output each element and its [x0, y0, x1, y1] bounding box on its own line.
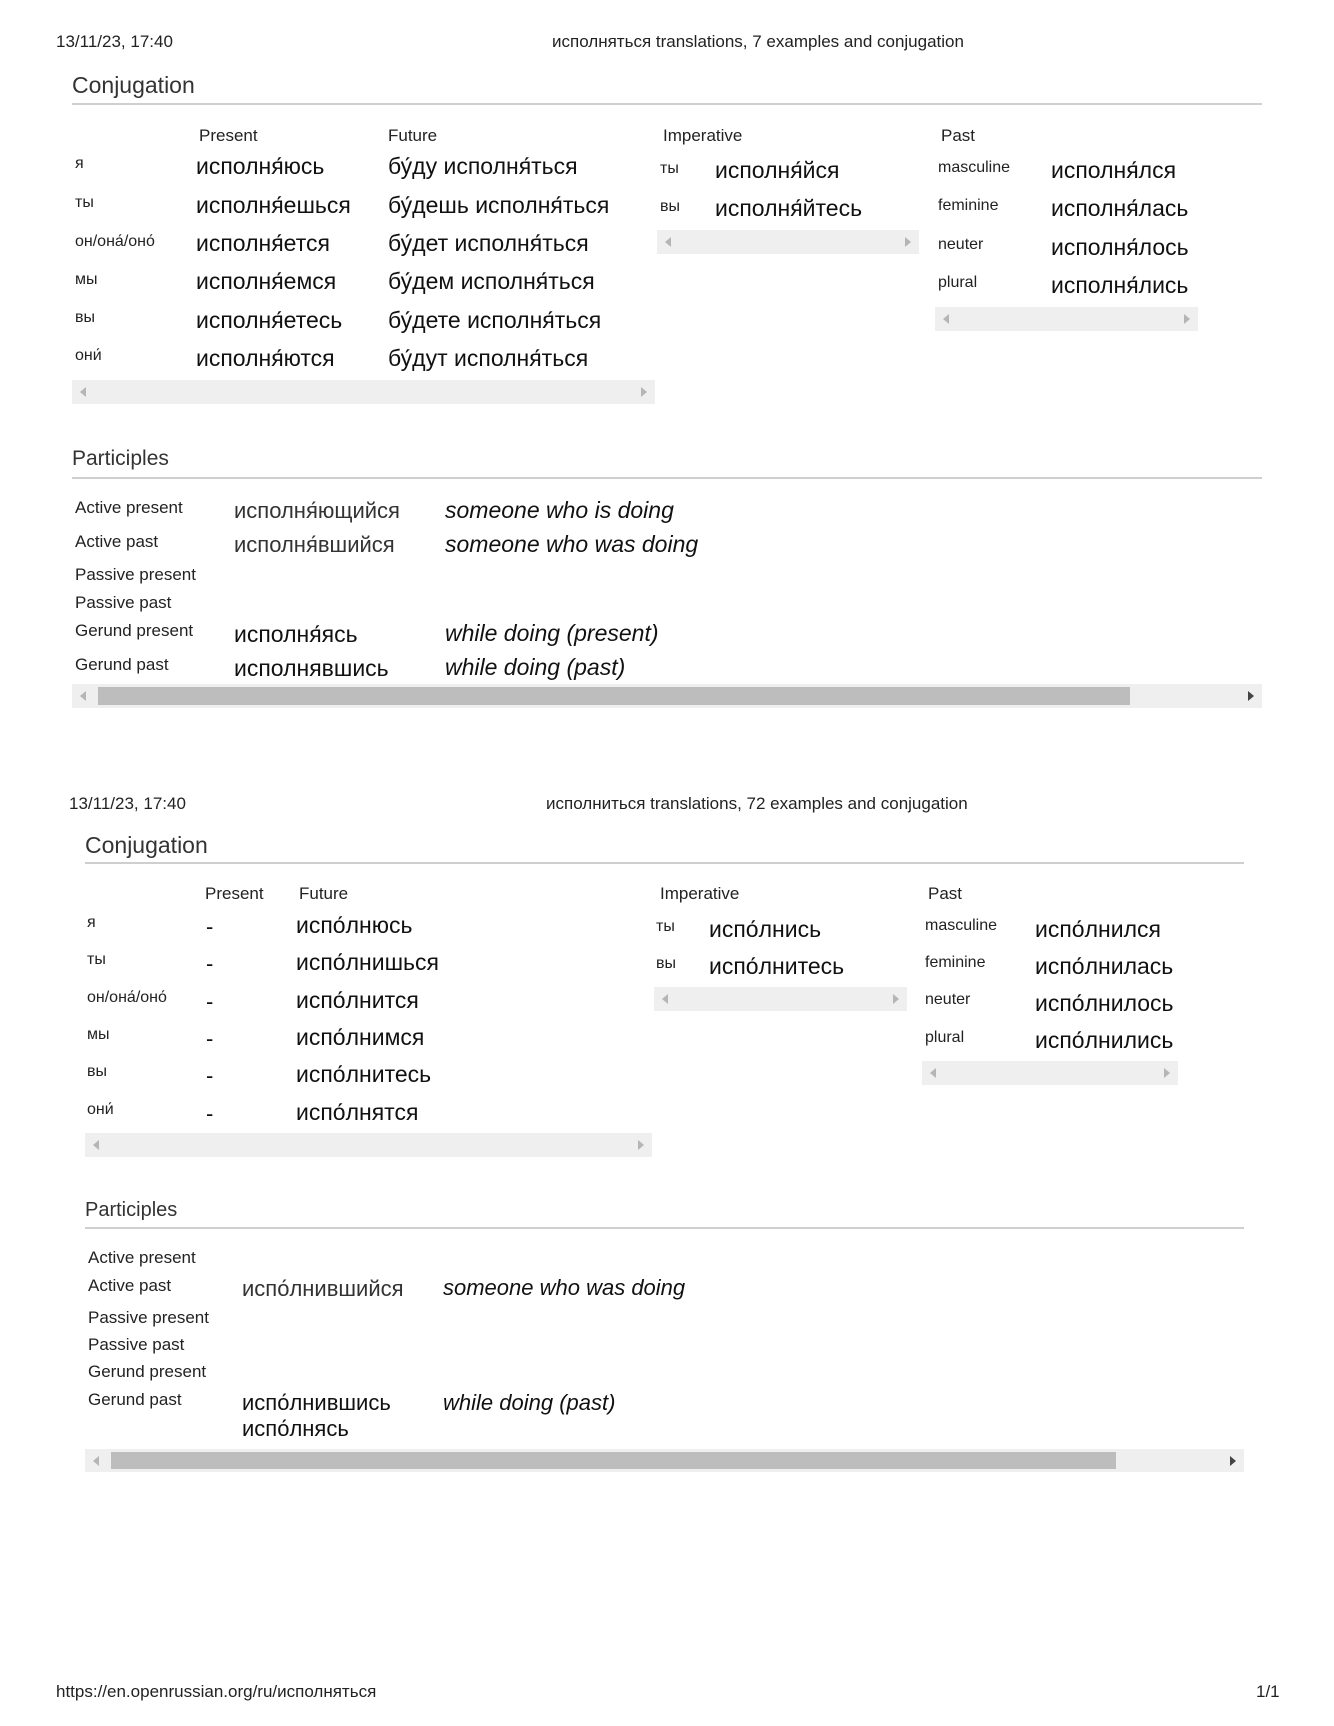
past-form: испо́лнилась	[1035, 953, 1174, 979]
scroll-left-icon[interactable]	[665, 237, 671, 247]
participle-meaning: someone who was doing	[443, 1275, 686, 1300]
present-form: -	[206, 989, 214, 1014]
past-form: испо́лнилось	[1035, 990, 1174, 1016]
past-header: Past	[928, 884, 963, 903]
future-form: испо́лнимся	[296, 1024, 425, 1050]
pronoun: мы	[75, 271, 98, 288]
present-form: исполня́ется	[196, 230, 330, 256]
future-form: бу́дет исполня́ться	[388, 230, 589, 256]
pronoun: я	[75, 155, 84, 172]
conjugation-divider	[72, 103, 1262, 105]
scroll-left-icon[interactable]	[93, 1140, 99, 1150]
scroll-right-icon[interactable]	[1164, 1068, 1170, 1078]
past-gender-label: neuter	[925, 991, 971, 1008]
present-form: -	[206, 1026, 214, 1051]
present-header: Present	[205, 884, 264, 903]
present-form: исполня́юсь	[196, 153, 325, 179]
present-future-scrollbar[interactable]	[72, 380, 655, 404]
scrollbar-thumb[interactable]	[98, 687, 1130, 705]
participle-label: Passive past	[88, 1335, 185, 1354]
pronoun: он/она́/оно́	[87, 989, 167, 1006]
present-form: -	[206, 1063, 214, 1088]
participle-label: Active past	[88, 1276, 172, 1295]
present-header: Present	[199, 126, 258, 145]
participles-heading: Participles	[85, 1199, 178, 1221]
past-gender-label: masculine	[925, 917, 998, 934]
present-form: -	[206, 951, 214, 976]
present-form: исполня́етесь	[196, 307, 343, 333]
future-form: испо́лнишься	[296, 949, 439, 975]
participles-scrollbar[interactable]	[85, 1449, 1244, 1472]
past-form: исполня́лась	[1051, 195, 1189, 221]
imperative-form: испо́лнись	[709, 916, 822, 942]
scroll-right-icon[interactable]	[905, 237, 911, 247]
pronoun: ты	[75, 194, 94, 211]
print-page-title: исполняться translations, 7 examples and conjugation	[552, 32, 964, 51]
present-form: исполня́емся	[196, 268, 337, 294]
participle-label: Gerund present	[88, 1362, 207, 1381]
participles-divider	[72, 477, 1262, 479]
participle-meaning: while doing (present)	[445, 620, 659, 646]
pronoun: они́	[87, 1101, 114, 1118]
scrollbar-thumb[interactable]	[111, 1452, 1116, 1469]
past-gender-label: feminine	[938, 197, 999, 214]
past-form: исполня́лись	[1051, 272, 1189, 298]
imperative-scrollbar[interactable]	[657, 230, 919, 254]
pronoun: ты	[660, 160, 679, 177]
past-gender-label: plural	[938, 274, 978, 291]
scroll-left-icon[interactable]	[80, 387, 86, 397]
print-datetime: 13/11/23, 17:40	[69, 794, 186, 813]
scroll-left-icon[interactable]	[930, 1068, 936, 1078]
participle-label: Active past	[75, 532, 159, 551]
scroll-right-icon[interactable]	[641, 387, 647, 397]
scroll-right-icon[interactable]	[638, 1140, 644, 1150]
pronoun: ты	[87, 951, 106, 968]
participle-label: Passive present	[75, 565, 196, 584]
future-form: испо́лнюсь	[296, 912, 413, 938]
pronoun: я	[87, 914, 96, 931]
print-page-title: исполниться translations, 72 examples and conjugation	[546, 794, 968, 813]
participle-form: исполня́ясь	[234, 621, 358, 647]
present-form: -	[206, 1101, 214, 1126]
participle-form: исполнявшись	[234, 655, 389, 681]
footer-url[interactable]: https://en.openrussian.org/ru/исполняться	[56, 1682, 377, 1701]
participles-scrollbar[interactable]	[72, 684, 1262, 708]
future-form: бу́дем исполня́ться	[388, 268, 595, 294]
future-form: бу́дешь исполня́ться	[388, 192, 610, 218]
scroll-right-icon[interactable]	[1230, 1456, 1236, 1466]
participle-label: Passive past	[75, 593, 172, 612]
future-form: бу́дете исполня́ться	[388, 307, 602, 333]
present-form: -	[206, 914, 214, 939]
scroll-left-icon[interactable]	[943, 314, 949, 324]
past-scrollbar[interactable]	[922, 1061, 1178, 1085]
participle-form: исполня́вшийся	[234, 532, 395, 557]
past-header: Past	[941, 126, 976, 145]
pronoun: ты	[656, 918, 675, 935]
imperative-form: испо́лнитесь	[709, 953, 845, 979]
future-form: бу́дут исполня́ться	[388, 345, 589, 371]
scroll-left-icon[interactable]	[662, 994, 668, 1004]
present-form: исполня́ются	[196, 345, 335, 371]
past-form: исполня́лось	[1051, 234, 1189, 260]
past-gender-label: feminine	[925, 954, 986, 971]
scroll-left-icon[interactable]	[80, 691, 86, 701]
pronoun: мы	[87, 1026, 110, 1043]
past-scrollbar[interactable]	[935, 307, 1198, 331]
imperative-form: исполня́йтесь	[715, 195, 863, 221]
future-form: испо́лнитесь	[296, 1061, 432, 1087]
imperative-header: Imperative	[663, 126, 743, 145]
future-form: испо́лнится	[296, 987, 419, 1013]
imperative-form: исполня́йся	[715, 157, 840, 183]
participles-heading: Participles	[72, 447, 169, 470]
participle-form: испо́лнившись	[242, 1390, 391, 1415]
participles-divider	[85, 1227, 1244, 1229]
future-header: Future	[388, 126, 438, 145]
participle-label: Active present	[88, 1248, 196, 1267]
participle-meaning: while doing (past)	[445, 654, 626, 680]
participle-label: Gerund present	[75, 621, 194, 640]
participle-meaning: someone who is doing	[445, 497, 674, 523]
imperative-scrollbar[interactable]	[654, 987, 907, 1011]
participle-label: Gerund past	[88, 1390, 182, 1409]
participle-label: Passive present	[88, 1308, 209, 1327]
past-form: испо́лнились	[1035, 1027, 1174, 1053]
future-form: бу́ду исполня́ться	[388, 153, 578, 179]
print-datetime: 13/11/23, 17:40	[56, 32, 173, 51]
pronoun: вы	[87, 1063, 107, 1080]
participle-form-alt: испо́лнясь	[242, 1416, 349, 1441]
scroll-right-icon[interactable]	[1184, 314, 1190, 324]
scroll-right-icon[interactable]	[1248, 691, 1254, 701]
past-form: исполня́лся	[1051, 157, 1177, 183]
conjugation-heading: Conjugation	[85, 832, 208, 858]
pronoun: он/она́/оно́	[75, 233, 155, 250]
future-header: Future	[299, 884, 349, 903]
present-form: исполня́ешься	[196, 192, 351, 218]
future-form: испо́лнятся	[296, 1099, 419, 1125]
conjugation-divider	[85, 862, 1244, 864]
present-future-scrollbar[interactable]	[85, 1133, 652, 1157]
participle-meaning: while doing (past)	[443, 1390, 616, 1415]
past-gender-label: neuter	[938, 236, 984, 253]
conjugation-heading: Conjugation	[72, 72, 195, 98]
participle-form: исполня́ющийся	[234, 498, 400, 523]
pronoun: вы	[660, 198, 680, 215]
past-gender-label: plural	[925, 1029, 965, 1046]
scroll-left-icon[interactable]	[93, 1456, 99, 1466]
pronoun: они́	[75, 347, 102, 364]
pronoun: вы	[656, 955, 676, 972]
imperative-header: Imperative	[660, 884, 740, 903]
footer-page-number: 1/1	[1256, 1682, 1280, 1701]
participle-label: Gerund past	[75, 655, 169, 674]
past-gender-label: masculine	[938, 159, 1011, 176]
participle-label: Active present	[75, 498, 183, 517]
past-form: испо́лнился	[1035, 916, 1161, 942]
pronoun: вы	[75, 309, 95, 326]
participle-form: испо́лнившийся	[242, 1276, 404, 1301]
participle-meaning: someone who was doing	[445, 531, 699, 557]
scroll-right-icon[interactable]	[893, 994, 899, 1004]
